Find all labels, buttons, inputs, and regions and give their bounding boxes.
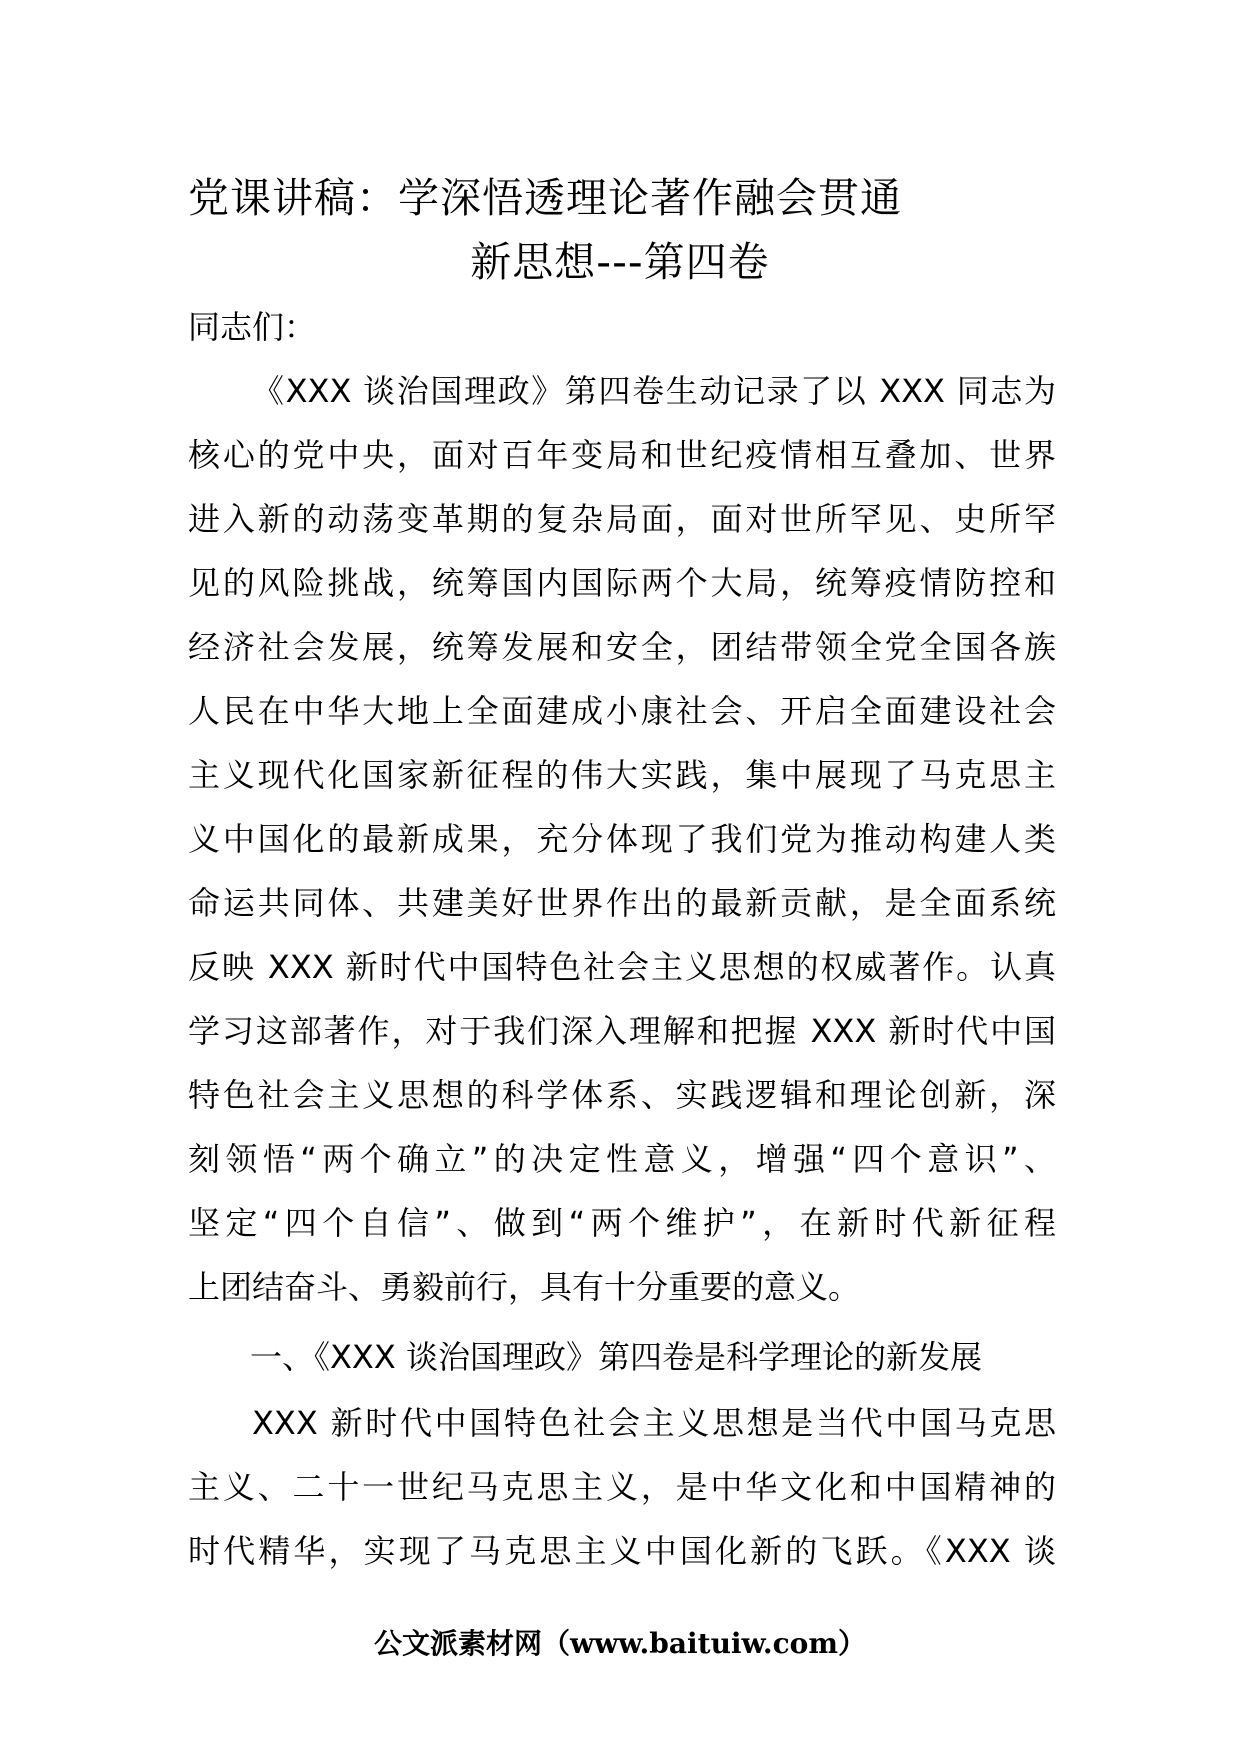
footer-watermark: 公文派素材网（www.baituiw.com） [374, 1627, 866, 1660]
document-title-line-1: 党课讲稿：学深悟透理论著作融会贯通 [188, 174, 902, 222]
paragraph-1-line: 上团结奋斗、勇毅前行，具有十分重要的意义。 [188, 1268, 861, 1306]
paragraph-2-line: 时代精华，实现了马克思主义中国化新的飞跃。《XXX 谈 [188, 1532, 1056, 1570]
paragraph-1-line: 人民在中华大地上全面建成小康社会、开启全面建设社会 [188, 692, 1056, 730]
paragraph-2-line: XXX 新时代中国特色社会主义思想是当代中国马克思 [252, 1404, 1056, 1442]
paragraph-1-line: 学习这部著作，对于我们深入理解和把握 XXX 新时代中国 [188, 1012, 1056, 1050]
paragraph-1-line: 义中国化的最新成果，充分体现了我们党为推动构建人类 [188, 820, 1056, 858]
paragraph-1-line: 特色社会主义思想的科学体系、实践逻辑和理论创新，深 [188, 1076, 1056, 1114]
section-heading-1: 一、《XXX 谈治国理政》第四卷是科学理论的新发展 [250, 1338, 982, 1376]
paragraph-1-line: 命运共同体、共建美好世界作出的最新贡献，是全面系统 [188, 884, 1056, 922]
paragraph-1-line: 反映 XXX 新时代中国特色社会主义思想的权威著作。认真 [188, 948, 1056, 986]
paragraph-1-line: 经济社会发展，统筹发展和安全，团结带领全党全国各族 [188, 628, 1056, 666]
paragraph-1-line: 主义现代化国家新征程的伟大实践，集中展现了马克思主 [188, 756, 1056, 794]
document-title-line-2: 新思想---第四卷 [470, 238, 770, 286]
paragraph-1-line: 核心的党中央，面对百年变局和世纪疫情相互叠加、世界 [188, 436, 1056, 474]
paragraph-1-line: 进入新的动荡变革期的复杂局面，面对世所罕见、史所罕 [188, 500, 1056, 538]
salutation: 同志们： [188, 308, 317, 346]
paragraph-1-line: 坚定“四个自信”、做到“两个维护”，在新时代新征程 [188, 1204, 1056, 1242]
paragraph-1-line: 《XXX 谈治国理政》第四卷生动记录了以 XXX 同志为 [252, 372, 1056, 410]
paragraph-1-line: 刻领悟“两个确立”的决定性意义，增强“四个意识”、 [188, 1140, 1056, 1178]
paragraph-2-line: 主义、二十一世纪马克思主义，是中华文化和中国精神的 [188, 1468, 1056, 1506]
paragraph-1-line: 见的风险挑战，统筹国内国际两个大局，统筹疫情防控和 [188, 564, 1056, 602]
